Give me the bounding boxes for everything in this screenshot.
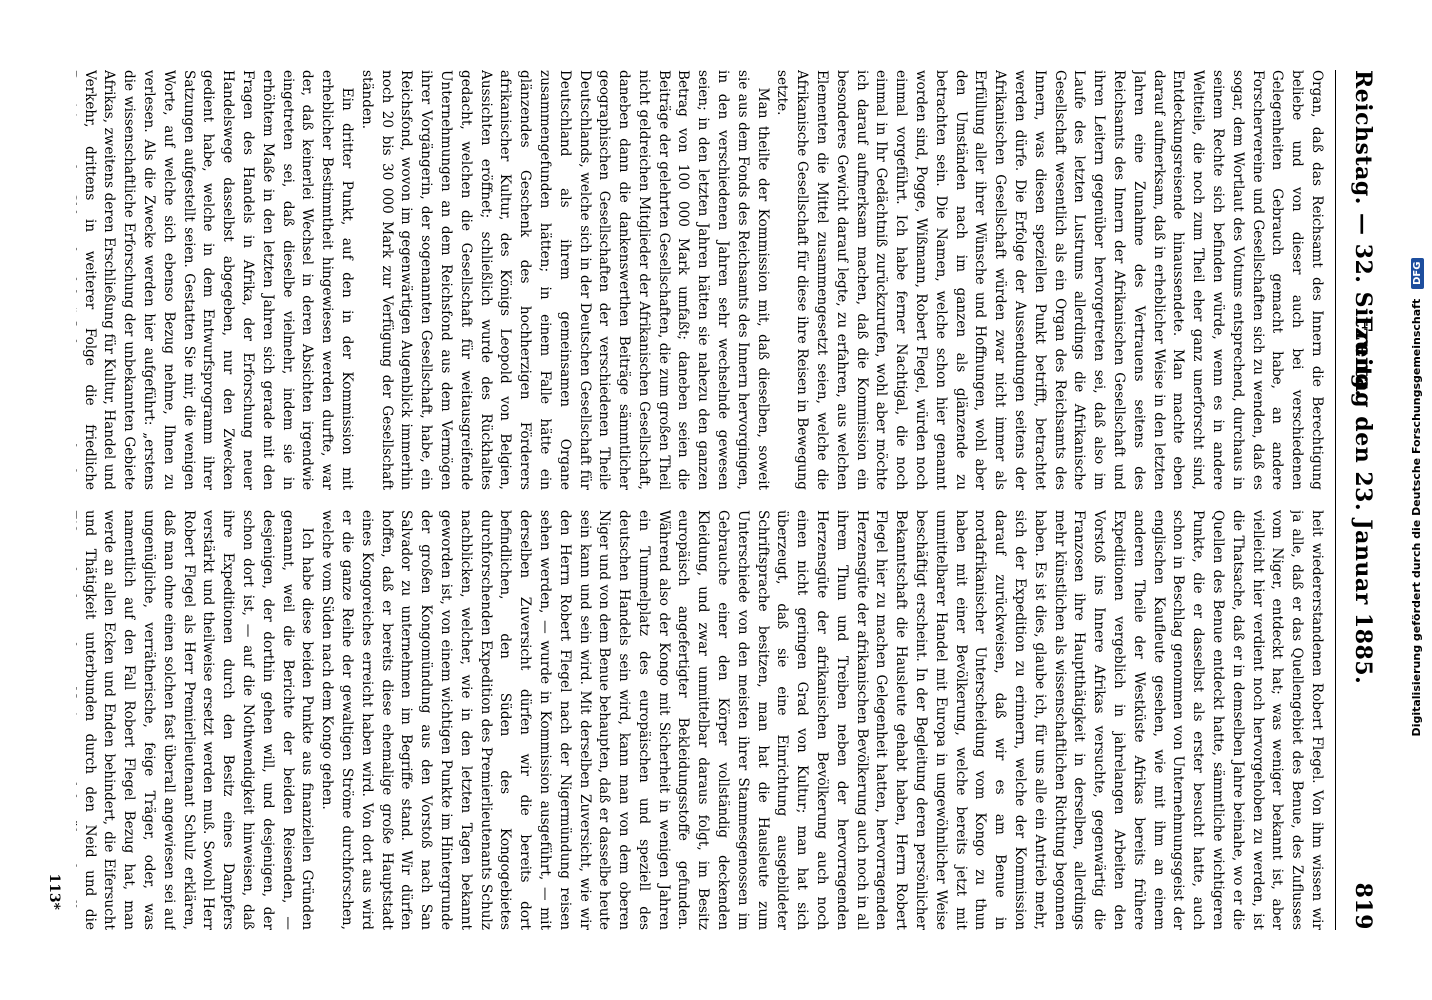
left-column [76,70,1326,490]
page-number: 819 [1350,882,1376,930]
paragraph: heit wiedererstandenen Robert Flegel. Von ihm wissen wir ja alle, daß er das Quellengebiet des Benue, des Zuflusses vom Niger, entdeckt hat; was weniger bekannt ist, aber vielleicht hier verdient noch hervorgehoben zu werden, ist die Thatsache, daß er in demselben Jahre beinahe, wo er die Quellen des Benue entdeckt hatte, sämmtliche wichtigeren Punkte, die er dasselbst als erster besucht hatte, auch schon in Beschlag genommen von Unternehmungsgeist der englischen Kaufleute gesehen, wie mit ihm an einem anderen Theile der Westküste Afrikas bereits frühere Expeditionen vergeblich in jahrelangen Arbeiten den Vorstoß ins Innere Afrikas versuchte, gegenwärtig die Franzosen ihre Hauptthätigkeit in derselben, allerdings mehr künstlichen als wissenschaftlichen Richtung begonnen haben. Es ist dies, glaube ich, für uns alle ein Antrieb mehr, sich der Expedition zu erinnern, welche der Kommission darauf zurückweisen, daß wir es am Benue in nordafrikanischer Unterscheidung vom Kongo zu thun haben mit einer Bevölkerung, welche bereits jetzt mit unmittelbarer Handel mit Europa in ungewöhnlicher Weise beschäftigt erscheint. In der Begleitung deren persönlicher Bekanntschaft die Hausleute gehabt haben, Herrn Robert Flegel hier zu machen Gelegenheit hatten, hervorragenden Herzensgüte der afrikanischen Bevölkerung auch noch in all ihrem Thun und Treiben neben der hervorragenden Herzensgüte der afrikanischen Bevölkerung auch noch einen nicht geringen Grad von Kultur; man hat sich überzeugt, daß sie eine Einrichtung ausgebildeter Schriftsprache besitzen, man hat die Hausleute zum Unterschiede von den meisten ihrer Stammesgenossen im Gebrauche einer den Körper vollständig deckenden Kleidung, und zwar unmittelbar daraus folgt, im Besitz europäisch angefertigter Bekleidungsstoffe gefunden. Während also der Kongo mit Sicherheit in wenigen Jahren ein Tummelplatz des europäischen und speziell des deutschen Handels sein wird, kann man von dem oberen Niger und von dem Benue behaupten, daß er dasselbe heute sein kann und sein wird. Mit derselben Zuversicht, wie wir den Herrn Robert Flegel nach der Nigermündung reisen sehen werden, — wurde in Kommission ausgeführt, — mit derselben Zuversicht dürfen wir die bereits dort befindlichen, den Süden des Kongogebietes durchforschenden Expedition des Premierlieutenants Schulz nachblicken, welcher, wie in den letzten Tagen bekannt geworden ist, von einem wichtigen Punkte im Hintergrunde der großen Kongomündung aus den Vorstoß nach San Salvador zu unternehmen im Begriffe stand. Wir dürfen hoffen, daß er bereits diese ehemalige große Hauptstadt eines Kongoreiches erreicht haben wird. Von dort aus wird er die ganze Reihe der gewaltigen Ströme durchforschen, welche vom Süden nach dem Kongo gehen. [319,510,1325,930]
header-left: Reichstag. — 32. Sitzung. [1350,70,1376,398]
credit-text: Digitalisierung gefördert durch die Deutsche Forschungsgemeinschaft [1410,298,1423,737]
paragraph: Ein dritter Punkt, auf den in der Kommission mit erheblicher Bestimmtheit hingewiesen werden durfte, war der, daß keinerlei Wechsel in deren Absichten irgendwie eingetreten sei, daß dieselbe vielmehr, indem sie in erhöhtem Maße in den letzten Jahren sich gerade mit den Fragen des Handels in Afrika, der Erforschung neuer Handelswege dasselbst abgegeben, nur den Zwecken gedient habe, welche in dem Entwurfsprogramm ihrer Satzungen aufgestellt seien. Gestatten Sie mir, die wenigen Worte, auf welche sich ebenso Bezug nehme, Ihnen zu verlesen. Als die Zwecke werden hier aufgeführt: „erstens die wissenschaftliche Erforschung der unbekannten Gebiete Afrikas, zweitens deren Erschließung für Kultur, Handel und Verkehr, drittens in weiterer Folge die friedliche [81,70,355,490]
paragraph: Organ, daß das Reichsamt des Innern die Berechtigung beliebe und von dieser auch bei verschiedenen Gelegenheiten Gebrauch gemacht habe, an andere Forschervereine und Gesellschaften sich zu wenden, daß es sogar, dem Wortlaut des Votums entsprechend, durchaus in seinem Rechte sich befinden würde, wenn es in andere Weltteile, die noch zum Theil eher ganz unerforscht sind, Entdeckungsreisende hinaussendete. Man machte eben darauf aufmerksam, daß in erheblicher Weise in den letzten Jahren eine Zunahme des Vertrauens seitens des Reichsamts des Innern der Afrikanischen Gesellschaft und ihren Leitern gegenüber hervorgetreten sei, daß also im Laufe des letzten Lustrums allerdings die Afrikanische Gesellschaft wesentlich als ein Organ des Reichsamts des Innern, was diesen speziellen Punkt betrifft, betrachtet werden dürfe. Die Erfolge der Aussendungen seitens der Afrikanischen Gesellschaft würden zwar nicht immer als Erfüllung aller ihrer Wünsche und Hoffnungen, wohl aber den Umständen nach im ganzen als glänzende zu betrachten sein. Die Namen, welche schon hier genannt worden sind, Pogge, Wißmann, Robert Flegel, würden noch einmal vorgeführt. Ich habe ferner Nachtigal, die noch einmal in Ihr Gedächtniß zurückzurufen, wohl aber möchte ich darauf aufmerksam machen, daß die Kommission ein besonderes Gewicht darauf legte, zu erfahren, aus welchen Elementen die Mittel zusammengesetzt seien, welche die Afrikanische Gesellschaft für diese ihre Reisen in Bewegung setzte. [774,70,1325,490]
running-header [1342,70,1382,930]
digitization-credit [1404,0,1430,1000]
dfg-logo: DFG [1411,258,1424,289]
signature-mark: 113* [46,873,62,910]
paragraph: Man theilte der Kommission mit, daß dieselben, soweit sie aus dem Fonds des Reichsamts des Innern hervorgingen, in den verschiedenen Jahren sehr wechselnde gewesen seien; in den letzten Jahren hätten sie nahezu den ganzen Betrag von 100 000 Mark umfaßt; daneben seien die Beiträge der gelehrten Gesellschaften, die zum großen Theil nicht geldreichen Mitglieder der Afrikanischen Gesellschaft, daneben dann die dankenswerthen Beiträge sämmtlicher geographischen Gesellschaften der verschiedenen Theile Deutschlands, welche sich in der Deutschen Gesellschaft für Deutschland als ihrem gemeinsamen Organe zusammengefunden hätten; in einem Falle hätte ein glänzendes Geschenk des hochherzigen Förderers afrikanischer Kultur, des Königs Leopold von Belgien, Aussichten eröffnet; schließlich wurde des Rückhaltes gedacht, welchen die Gesellschaft für weitausgreifende Unternehmungen an dem Reichsfond aus dem Vermögen ihrer Vorgängerin, der sogenannten Gesellschaft, habe, ein Reichsfond, wovon im gegenwärtigen Augenblick immerhin noch 20 bis 30 000 Mark zur Verfügung der Gesellschaft ständen. [358,70,771,490]
header-rule [1335,70,1336,930]
paragraph: Ich habe diese beiden Punkte aus finanziellen Gründen genannt, weil die Berichte der beiden Reisenden, — desjenigen, der dorthin gehen will, und desjenigen, der schon dort ist, — auf die Nothwendigkeit hinweisen, daß ihre Expeditionen durch den Besitz eines Dampfers verstärkt und theilweise ersetzt werden muß. Sowohl Herr Robert Flegel als Herr Premierlieutenant Schulz erklären, daß man ohne einen solchen fast überall angewiesen sei auf ungenügliche, verrätherische, feige Träger, oder, was namentlich auf den Fall Robert Flegel Bezug hat, man werde an allen Ecken und Enden behindert, die Eifersucht und Thätigkeit unterbunden durch den Neid und die [81,510,316,930]
right-column [76,510,1326,930]
rotated-page [26,30,1406,970]
credit-line [1410,237,1424,757]
header-center: Freitag den 23. Januar 1885. [1350,315,1376,685]
